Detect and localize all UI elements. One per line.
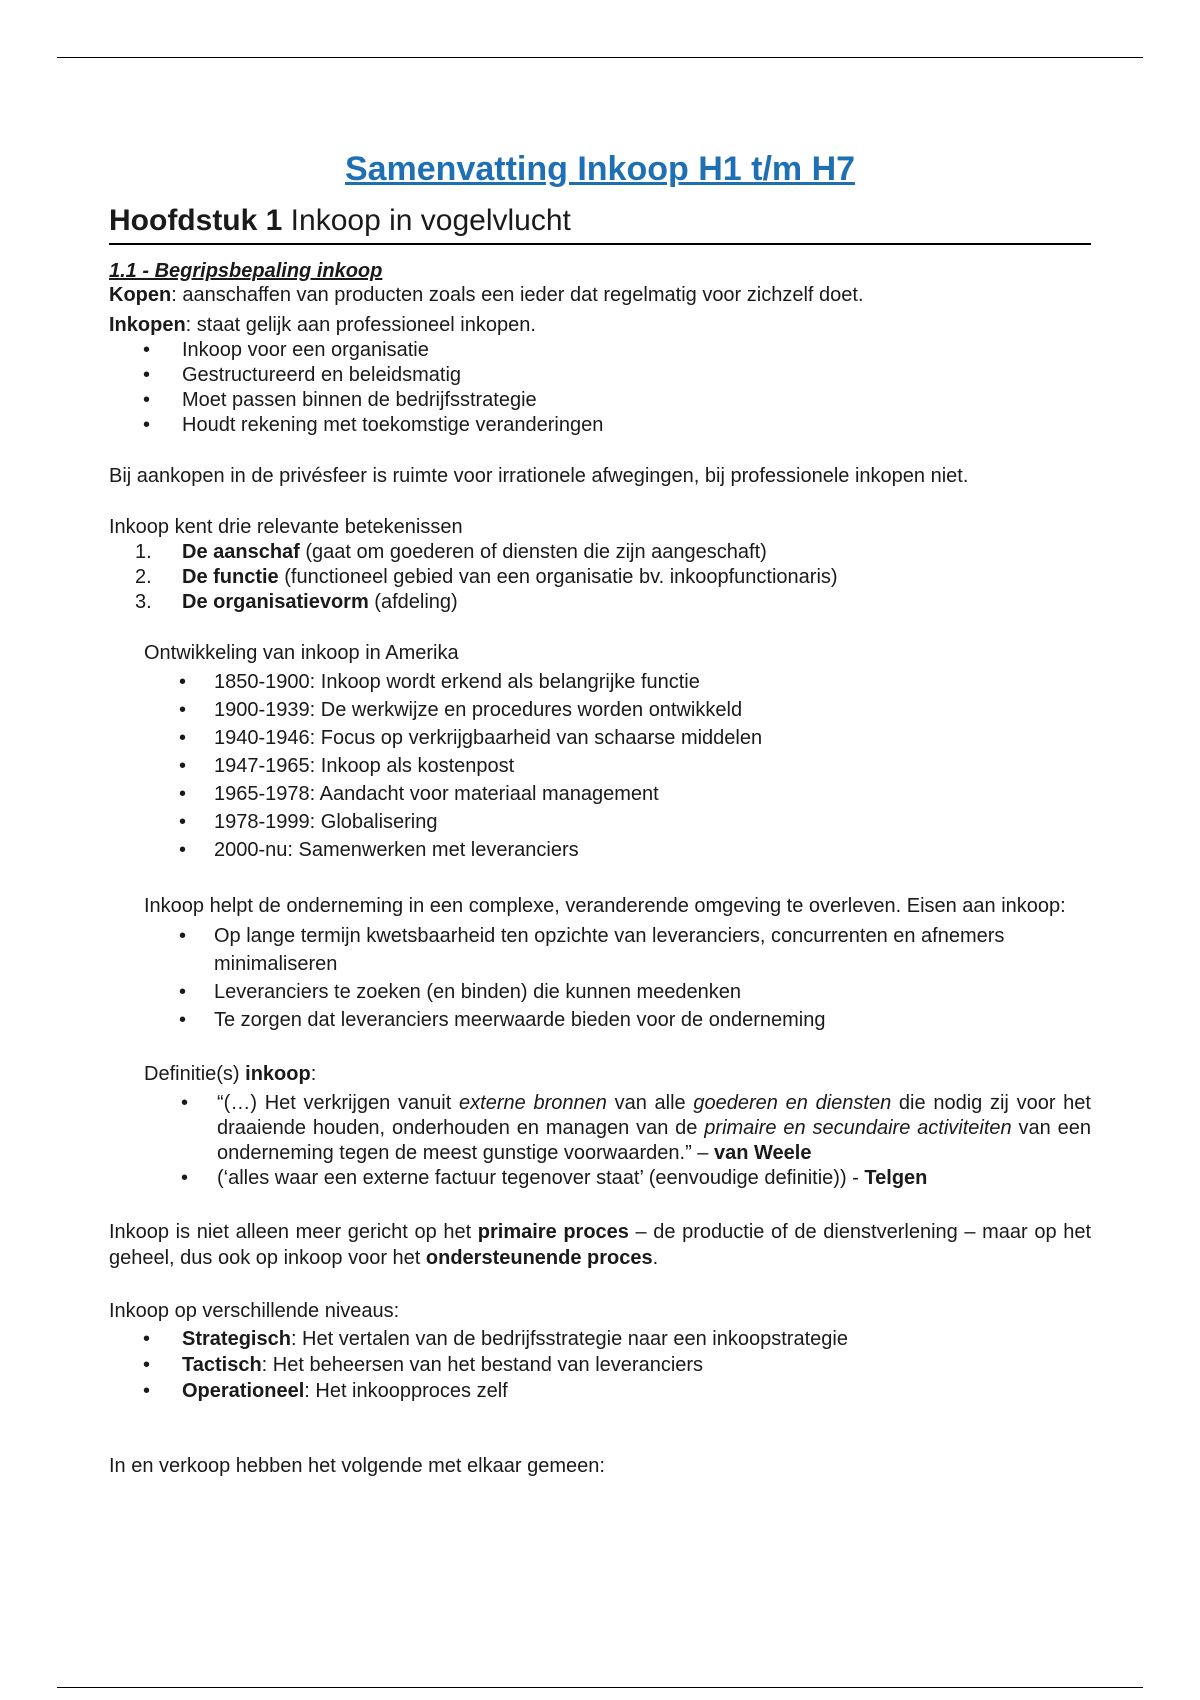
document-page xyxy=(109,140,1091,1479)
list-item xyxy=(109,1352,1091,1378)
document-title: Samenvatting Inkoop H1 t/m H7 xyxy=(344,150,856,188)
eisen-list xyxy=(109,922,1091,1034)
list-text: (afdeling) xyxy=(368,591,458,613)
eisen-intro: Inkoop helpt de onderneming in een complexe, veranderende omgeving te overleven. Eisen aan inkoop: xyxy=(144,895,1066,917)
list-item: • Te zorgen dat leveranciers meerwaarde bieden voor de onderneming xyxy=(109,1006,1091,1034)
kopen-text: : aanschaffen van producten zoals een ieder dat regelmatig voor zichzelf doet. xyxy=(171,284,864,306)
quote-emphasis: goederen en diensten xyxy=(693,1092,892,1114)
list-item: • 2000-nu: Samenwerken met leveranciers xyxy=(109,836,1091,864)
list-item xyxy=(109,1326,1091,1352)
quote-dash: – xyxy=(691,1142,714,1164)
list-text: (functioneel gebied van een organisatie bv. inkoopfunctionaris) xyxy=(278,566,838,588)
proces-text: . xyxy=(652,1247,659,1269)
definitie-colon: : xyxy=(310,1063,317,1085)
list-item: • Op lange termijn kwetsbaarheid ten opzichte van leveranciers, concurrenten en afnemers minimaliseren xyxy=(109,922,1091,978)
definition-quote-van-weele xyxy=(109,1091,1091,1166)
list-item: • 1940-1946: Focus op verkrijgbaarheid van schaarse middelen xyxy=(109,724,1091,752)
list-text: : Het beheersen van het bestand van leveranciers xyxy=(261,1354,704,1376)
list-number: 2. xyxy=(135,566,152,588)
quote-text: van alle xyxy=(606,1092,694,1114)
list-item xyxy=(109,1378,1091,1404)
quote-author: Telgen xyxy=(864,1167,928,1189)
definitie-term: inkoop xyxy=(245,1063,311,1085)
proces-term: ondersteunende proces xyxy=(425,1247,653,1269)
list-text: (gaat om goederen of diensten die zijn aangeschaft) xyxy=(299,541,767,563)
definition-quote-telgen xyxy=(109,1166,1091,1191)
proces-paragraph xyxy=(109,1219,1091,1271)
list-item: • 1900-1939: De werkwijze en procedures worden ontwikkeld xyxy=(109,696,1091,724)
list-number: 1. xyxy=(135,541,152,563)
list-number: 3. xyxy=(135,591,152,613)
quote-text: (‘alles waar een externe factuur tegenover staat’ (eenvoudige definitie)) - xyxy=(217,1167,865,1189)
chapter-heading xyxy=(109,201,1091,245)
list-term: De aanschaf xyxy=(182,541,300,563)
quote-text: die nodig zij voor het draaiende houden, onderhouden en managen van de xyxy=(217,1092,1091,1139)
list-term: De functie xyxy=(182,566,279,588)
list-text: : Het inkoopproces zelf xyxy=(304,1380,508,1402)
inkopen-definition xyxy=(109,313,1091,338)
quote-text: van een onderneming tegen de meest gunstige voorwaarden.” xyxy=(217,1117,1091,1164)
quote-text: “(…) Het verkrijgen vanuit xyxy=(217,1092,460,1114)
niveaus-list xyxy=(109,1326,1091,1404)
amerika-timeline xyxy=(109,668,1091,864)
list-item: • 1978-1999: Globalisering xyxy=(109,808,1091,836)
proces-text: – de productie of de dienstverlening – maar op het geheel, dus ook op inkoop voor het xyxy=(109,1221,1091,1269)
inkopen-bullets xyxy=(109,338,1091,438)
section-heading: 1.1 - Begripsbepaling inkoop xyxy=(109,260,383,282)
privesfeer-paragraph: Bij aankopen in de privésfeer is ruimte voor irrationele afwegingen, bij professionele inkopen niet. xyxy=(109,465,969,487)
amerika-intro: Ontwikkeling van inkoop in Amerika xyxy=(144,642,459,664)
header-rule xyxy=(57,57,1143,58)
kopen-definition xyxy=(109,283,1091,308)
list-item: • 1850-1900: Inkoop wordt erkend als belangrijke functie xyxy=(109,668,1091,696)
list-item: • Inkoop voor een organisatie xyxy=(109,338,1091,363)
list-term: Tactisch xyxy=(182,1354,262,1376)
kopen-term: Kopen xyxy=(109,284,172,306)
betekenissen-intro: Inkoop kent drie relevante betekenissen xyxy=(109,516,463,538)
list-item: • 1965-1978: Aandacht voor materiaal management xyxy=(109,780,1091,808)
list-term: Strategisch xyxy=(182,1328,291,1350)
list-term: Operationeel xyxy=(182,1380,305,1402)
verkoop-paragraph: In en verkoop hebben het volgende met elkaar gemeen: xyxy=(109,1455,605,1477)
list-item xyxy=(109,590,1091,615)
niveaus-intro: Inkoop op verschillende niveaus: xyxy=(109,1300,400,1322)
proces-term: primaire proces xyxy=(477,1221,629,1243)
footer-rule xyxy=(57,1687,1143,1688)
chapter-title: Inkoop in vogelvlucht xyxy=(282,204,571,237)
proces-text: Inkoop is niet alleen meer gericht op het xyxy=(109,1221,478,1243)
quote-emphasis: externe bronnen xyxy=(459,1092,607,1114)
list-item: • 1947-1965: Inkoop als kostenpost xyxy=(109,752,1091,780)
inkopen-text: : staat gelijk aan professioneel inkopen. xyxy=(185,314,536,336)
betekenissen-list xyxy=(109,540,1091,615)
chapter-number: Hoofdstuk 1 xyxy=(109,204,283,237)
list-item: • Moet passen binnen de bedrijfsstrategie xyxy=(109,388,1091,413)
list-item: • Gestructureerd en beleidsmatig xyxy=(109,363,1091,388)
inkopen-term: Inkopen xyxy=(109,314,186,336)
list-item: • Houdt rekening met toekomstige veranderingen xyxy=(109,413,1091,438)
quote-author: van Weele xyxy=(714,1142,812,1164)
list-term: De organisatievorm xyxy=(182,591,369,613)
list-text: : Het vertalen van de bedrijfsstrategie naar een inkoopstrategie xyxy=(290,1328,848,1350)
definitie-label: Definitie(s) xyxy=(144,1063,246,1085)
quote-emphasis: primaire en secundaire activiteiten xyxy=(704,1117,1012,1139)
list-item xyxy=(109,565,1091,590)
list-item xyxy=(109,540,1091,565)
definitie-list xyxy=(109,1091,1091,1191)
list-item: • Leveranciers te zoeken (en binden) die kunnen meedenken xyxy=(109,978,1091,1006)
definitie-intro xyxy=(109,1062,1091,1087)
